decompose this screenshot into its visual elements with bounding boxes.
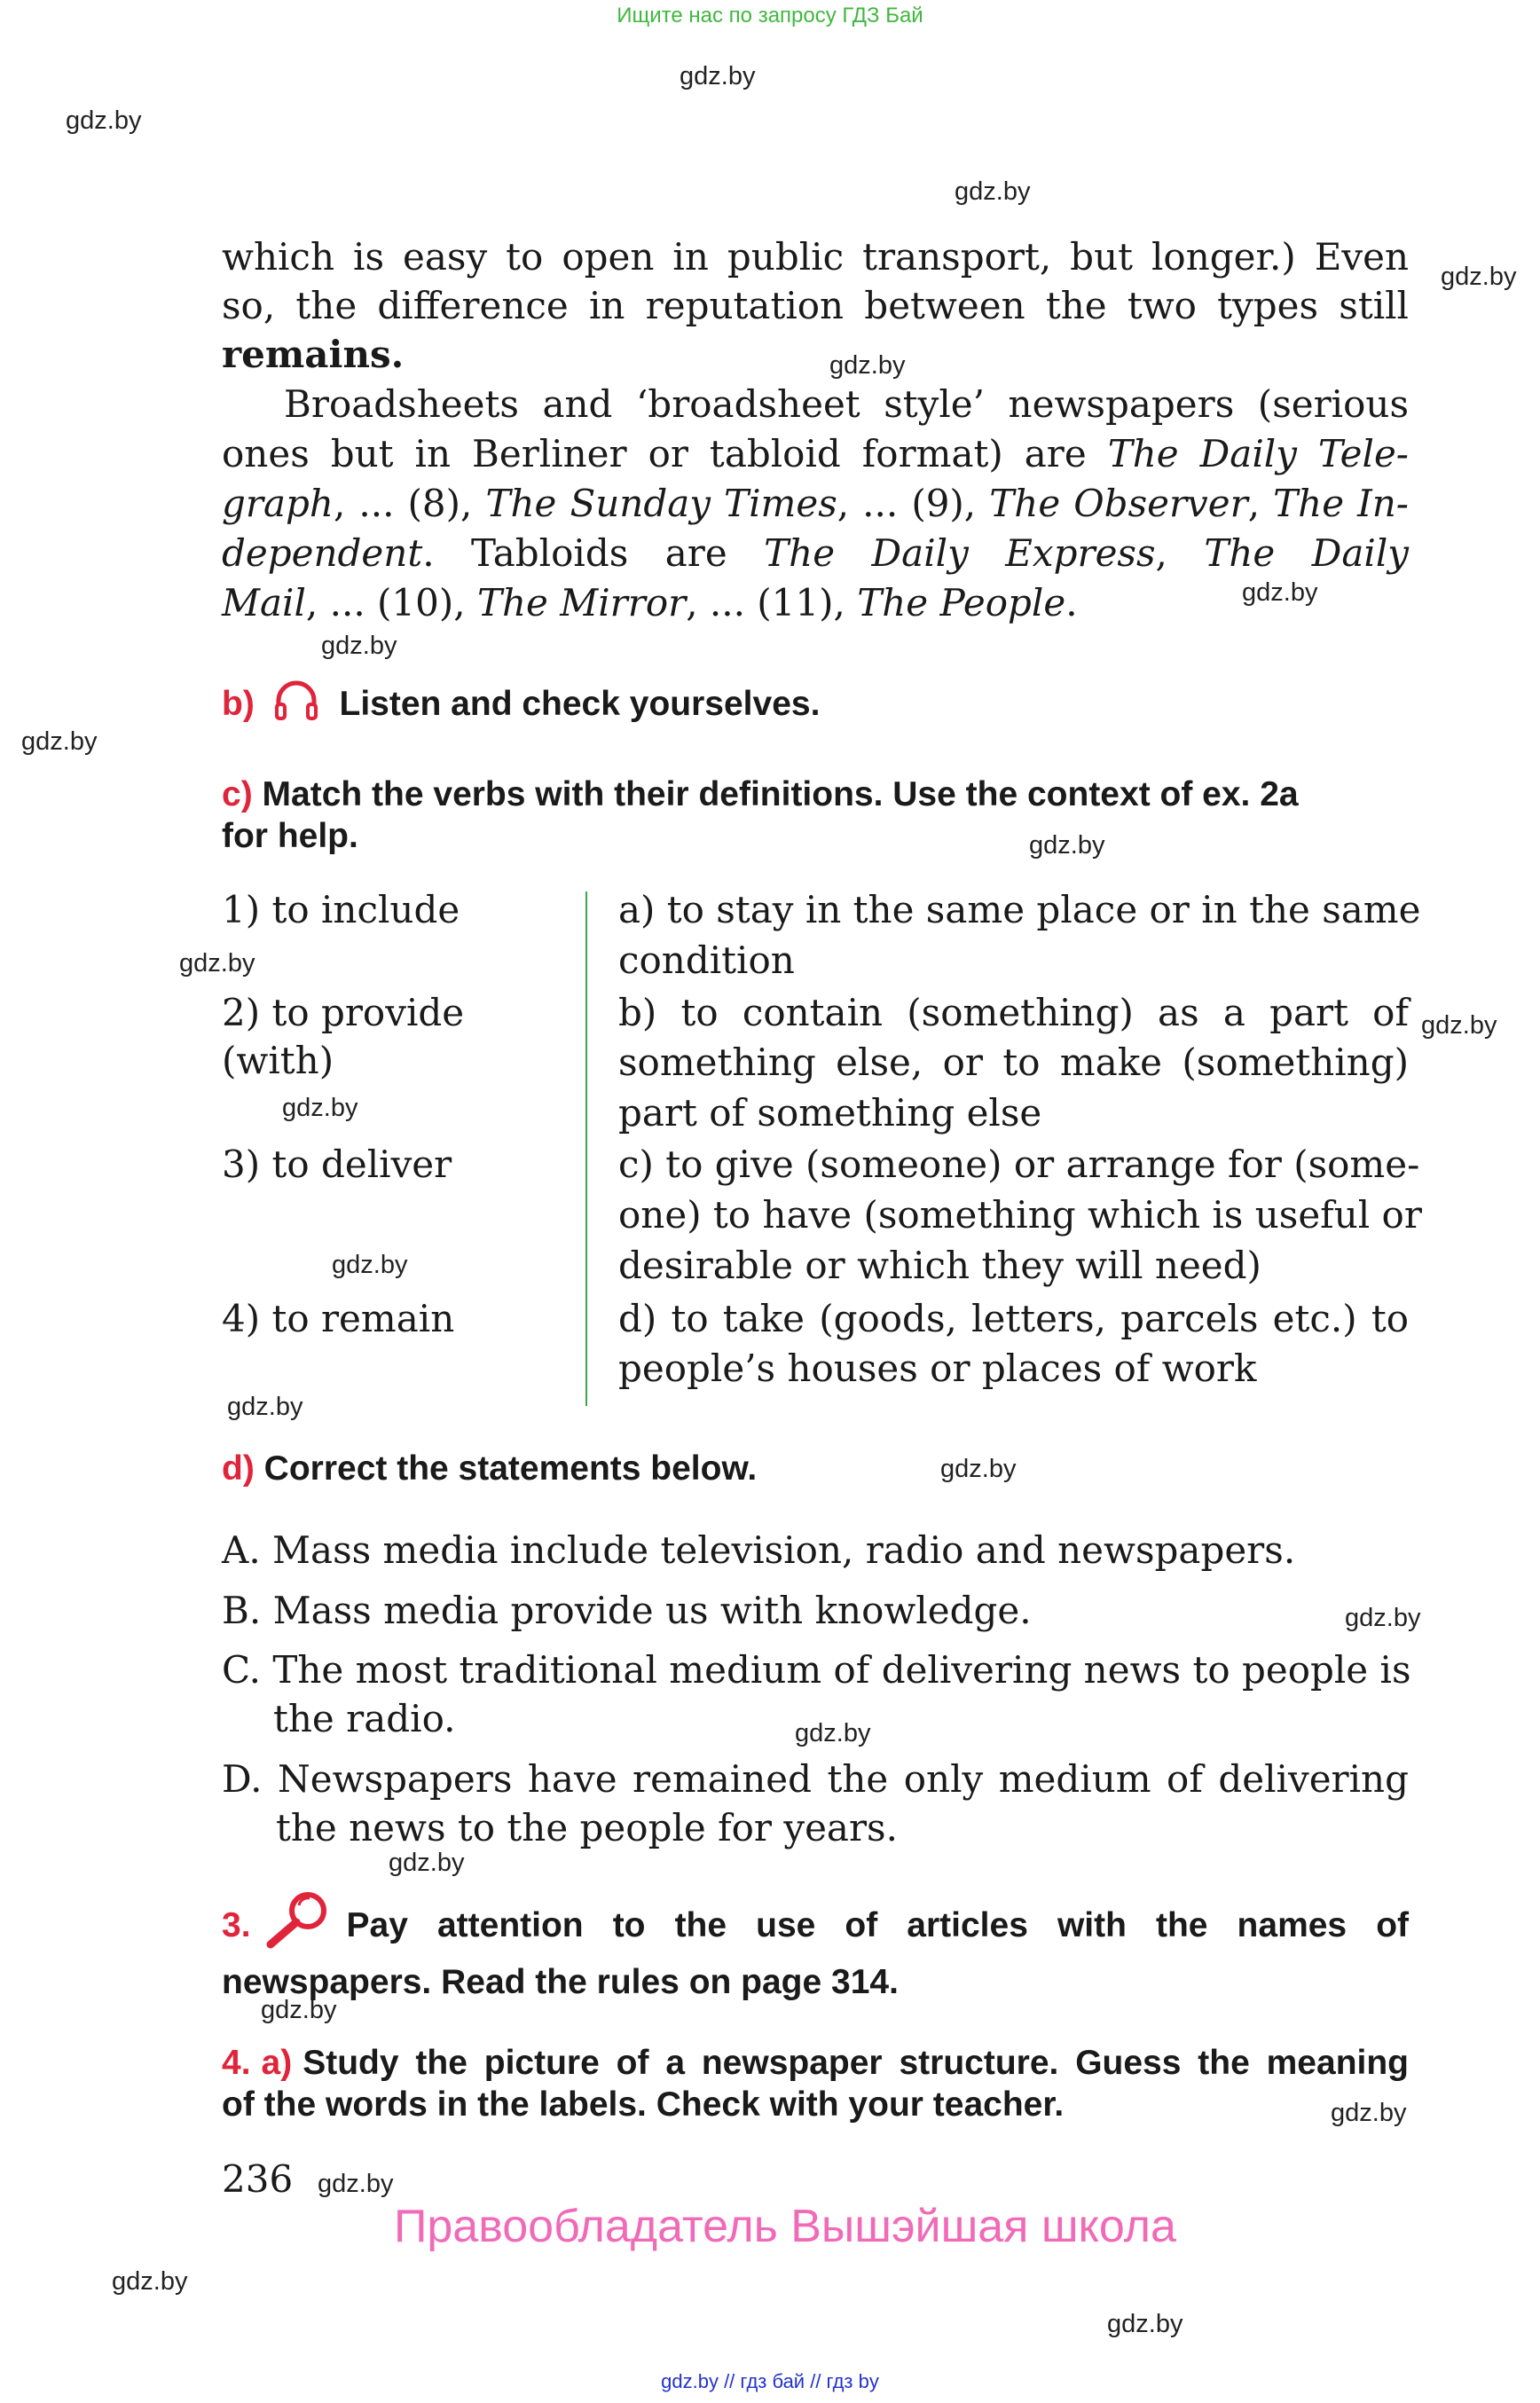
text-span: , ... (8), [333, 482, 486, 525]
newspaper-title: The Mirror [476, 581, 687, 624]
newspaper-title: dependent [222, 531, 423, 575]
watermark: gdz.by [955, 177, 1031, 206]
definition-line: desirable or which they will need) [618, 1244, 1261, 1287]
newspaper-title: The People [857, 581, 1066, 624]
watermark: gdz.by [1441, 263, 1517, 291]
watermark: gdz.by [1107, 2310, 1183, 2338]
text-span: , ... (11), [686, 581, 858, 624]
watermark: gdz.by [1421, 1011, 1497, 1040]
task-text: for help. [222, 817, 358, 855]
paragraph1-line: so, the difference in reputation between the two types still [222, 284, 1409, 327]
statement-c: the radio. [273, 1697, 456, 1740]
task-c [222, 774, 1409, 857]
watermark: gdz.by [261, 1996, 337, 2024]
task-text: newspapers. Read the rules on page 314. [222, 1963, 899, 2001]
task-letter: c) [222, 775, 253, 813]
newspaper-title: The Sunday Times [485, 482, 837, 525]
task-text: of the words in the labels. Check with your teacher. [222, 2085, 1065, 2124]
definition-line: something else, or to make (something) [618, 1041, 1409, 1084]
definition-line: people’s houses or places of work [618, 1347, 1257, 1390]
newspaper-title: The In- [1273, 482, 1409, 525]
paragraph1-line: remains. [222, 333, 405, 376]
task-text: Pay attention to the use of articles with the names of [346, 1906, 1409, 1944]
headphones-icon [271, 676, 321, 735]
text-span: ones but in Berliner or tabloid format) are [222, 432, 1108, 475]
text-span: , ... (9), [837, 482, 990, 525]
newspaper-title: The Daily Express [764, 531, 1156, 575]
watermark: gdz.by [1331, 2099, 1407, 2127]
watermark: gdz.by [227, 1393, 303, 1421]
text-span: . [1065, 581, 1078, 624]
statement-a: A. Mass media include television, radio and newspapers. [222, 1528, 1296, 1572]
text-span: , [1155, 531, 1205, 575]
footer-note: gdz.by // гдз бай // гдз by [661, 2370, 879, 2392]
magnifier-icon [263, 1889, 333, 1961]
watermark: gdz.by [1242, 578, 1318, 607]
column-divider [585, 891, 587, 1406]
paragraph2-line: Broadsheets and ‘broadsheet style’ newspapers (serious [284, 382, 1409, 426]
watermark: gdz.by [179, 949, 255, 978]
watermark: gdz.by [795, 1719, 871, 1747]
text-span: , ... (10), [305, 581, 477, 624]
newspaper-title: The Daily [1204, 531, 1409, 575]
copyright-owner: Правообладатель Вышэйшая школа [394, 2201, 1176, 2252]
newspaper-title: The Daily Tele- [1107, 432, 1409, 475]
newspaper-title: The Observer [989, 482, 1248, 525]
watermark: gdz.by [66, 106, 142, 135]
task-letter: d) [222, 1449, 255, 1488]
watermark: gdz.by [321, 632, 397, 660]
definition-line: c) to give (someone) or arrange for (some- [618, 1143, 1420, 1186]
verb-item: 4) to remain [222, 1297, 455, 1340]
text-span: , [1247, 482, 1274, 525]
watermark: gdz.by [21, 727, 98, 756]
task-text: Match the verbs with their definitions. Use the context of ex. 2a [262, 775, 1299, 813]
header-note: Ищите нас по запросу ГДЗ Бай [617, 4, 923, 27]
task-number: 3. [222, 1906, 251, 1944]
statement-d: D. Newspapers have remained the only medium of delivering [222, 1757, 1409, 1801]
definition-line: part of something else [618, 1091, 1042, 1135]
text-span: . Tabloids are [422, 531, 765, 575]
definition-line: one) to have (something which is useful or [618, 1193, 1422, 1237]
watermark: gdz.by [332, 1251, 408, 1279]
watermark: gdz.by [1029, 831, 1105, 860]
paragraph2-line [222, 479, 1409, 529]
watermark: gdz.by [318, 2170, 394, 2198]
statement-d: the news to the people for years. [276, 1806, 898, 1849]
definition-line: condition [618, 938, 795, 982]
verb-item: 3) to deliver [222, 1143, 452, 1186]
watermark: gdz.by [1345, 1604, 1421, 1632]
paragraph1-line: which is easy to open in public transport, but longer.) Even [222, 235, 1409, 279]
watermark: gdz.by [829, 351, 906, 380]
watermark: gdz.by [112, 2267, 188, 2296]
page-number: 236 [222, 2157, 294, 2201]
newspaper-title: graph [222, 482, 334, 525]
task-text: Listen and check yourselves. [339, 684, 821, 723]
definition-line: d) to take (goods, letters, parcels etc.) to [618, 1297, 1409, 1340]
paragraph2-line [222, 529, 1409, 578]
task-text: Correct the statements below. [263, 1449, 758, 1488]
task-letter: b) [222, 684, 255, 723]
verb-item: (with) [222, 1039, 334, 1082]
paragraph2-line [222, 429, 1409, 479]
verb-item: 1) to include [222, 888, 460, 931]
task-text: Study the picture of a newspaper structure. Guess the meaning [302, 2044, 1409, 2082]
watermark: gdz.by [282, 1094, 358, 1122]
task-4 [222, 2042, 1409, 2125]
task-d [222, 1448, 1409, 1489]
newspaper-title: Mail [222, 581, 306, 624]
watermark: gdz.by [940, 1455, 1017, 1483]
statement-c: C. The most traditional medium of delivering news to people is [222, 1648, 1411, 1692]
definition-line: a) to stay in the same place or in the same [618, 888, 1421, 931]
definition-line: b) to contain (something) as a part of [618, 991, 1409, 1034]
task-3 [222, 1889, 1409, 2003]
paragraph2-line [222, 578, 1078, 628]
task-b [222, 676, 1409, 735]
task-letter: a) [261, 2044, 293, 2082]
task-number: 4. [222, 2044, 251, 2082]
watermark: gdz.by [389, 1849, 465, 1877]
verb-item: 2) to provide [222, 991, 465, 1034]
watermark: gdz.by [680, 62, 756, 90]
statement-b: B. Mass media provide us with knowledge. [222, 1589, 1032, 1632]
